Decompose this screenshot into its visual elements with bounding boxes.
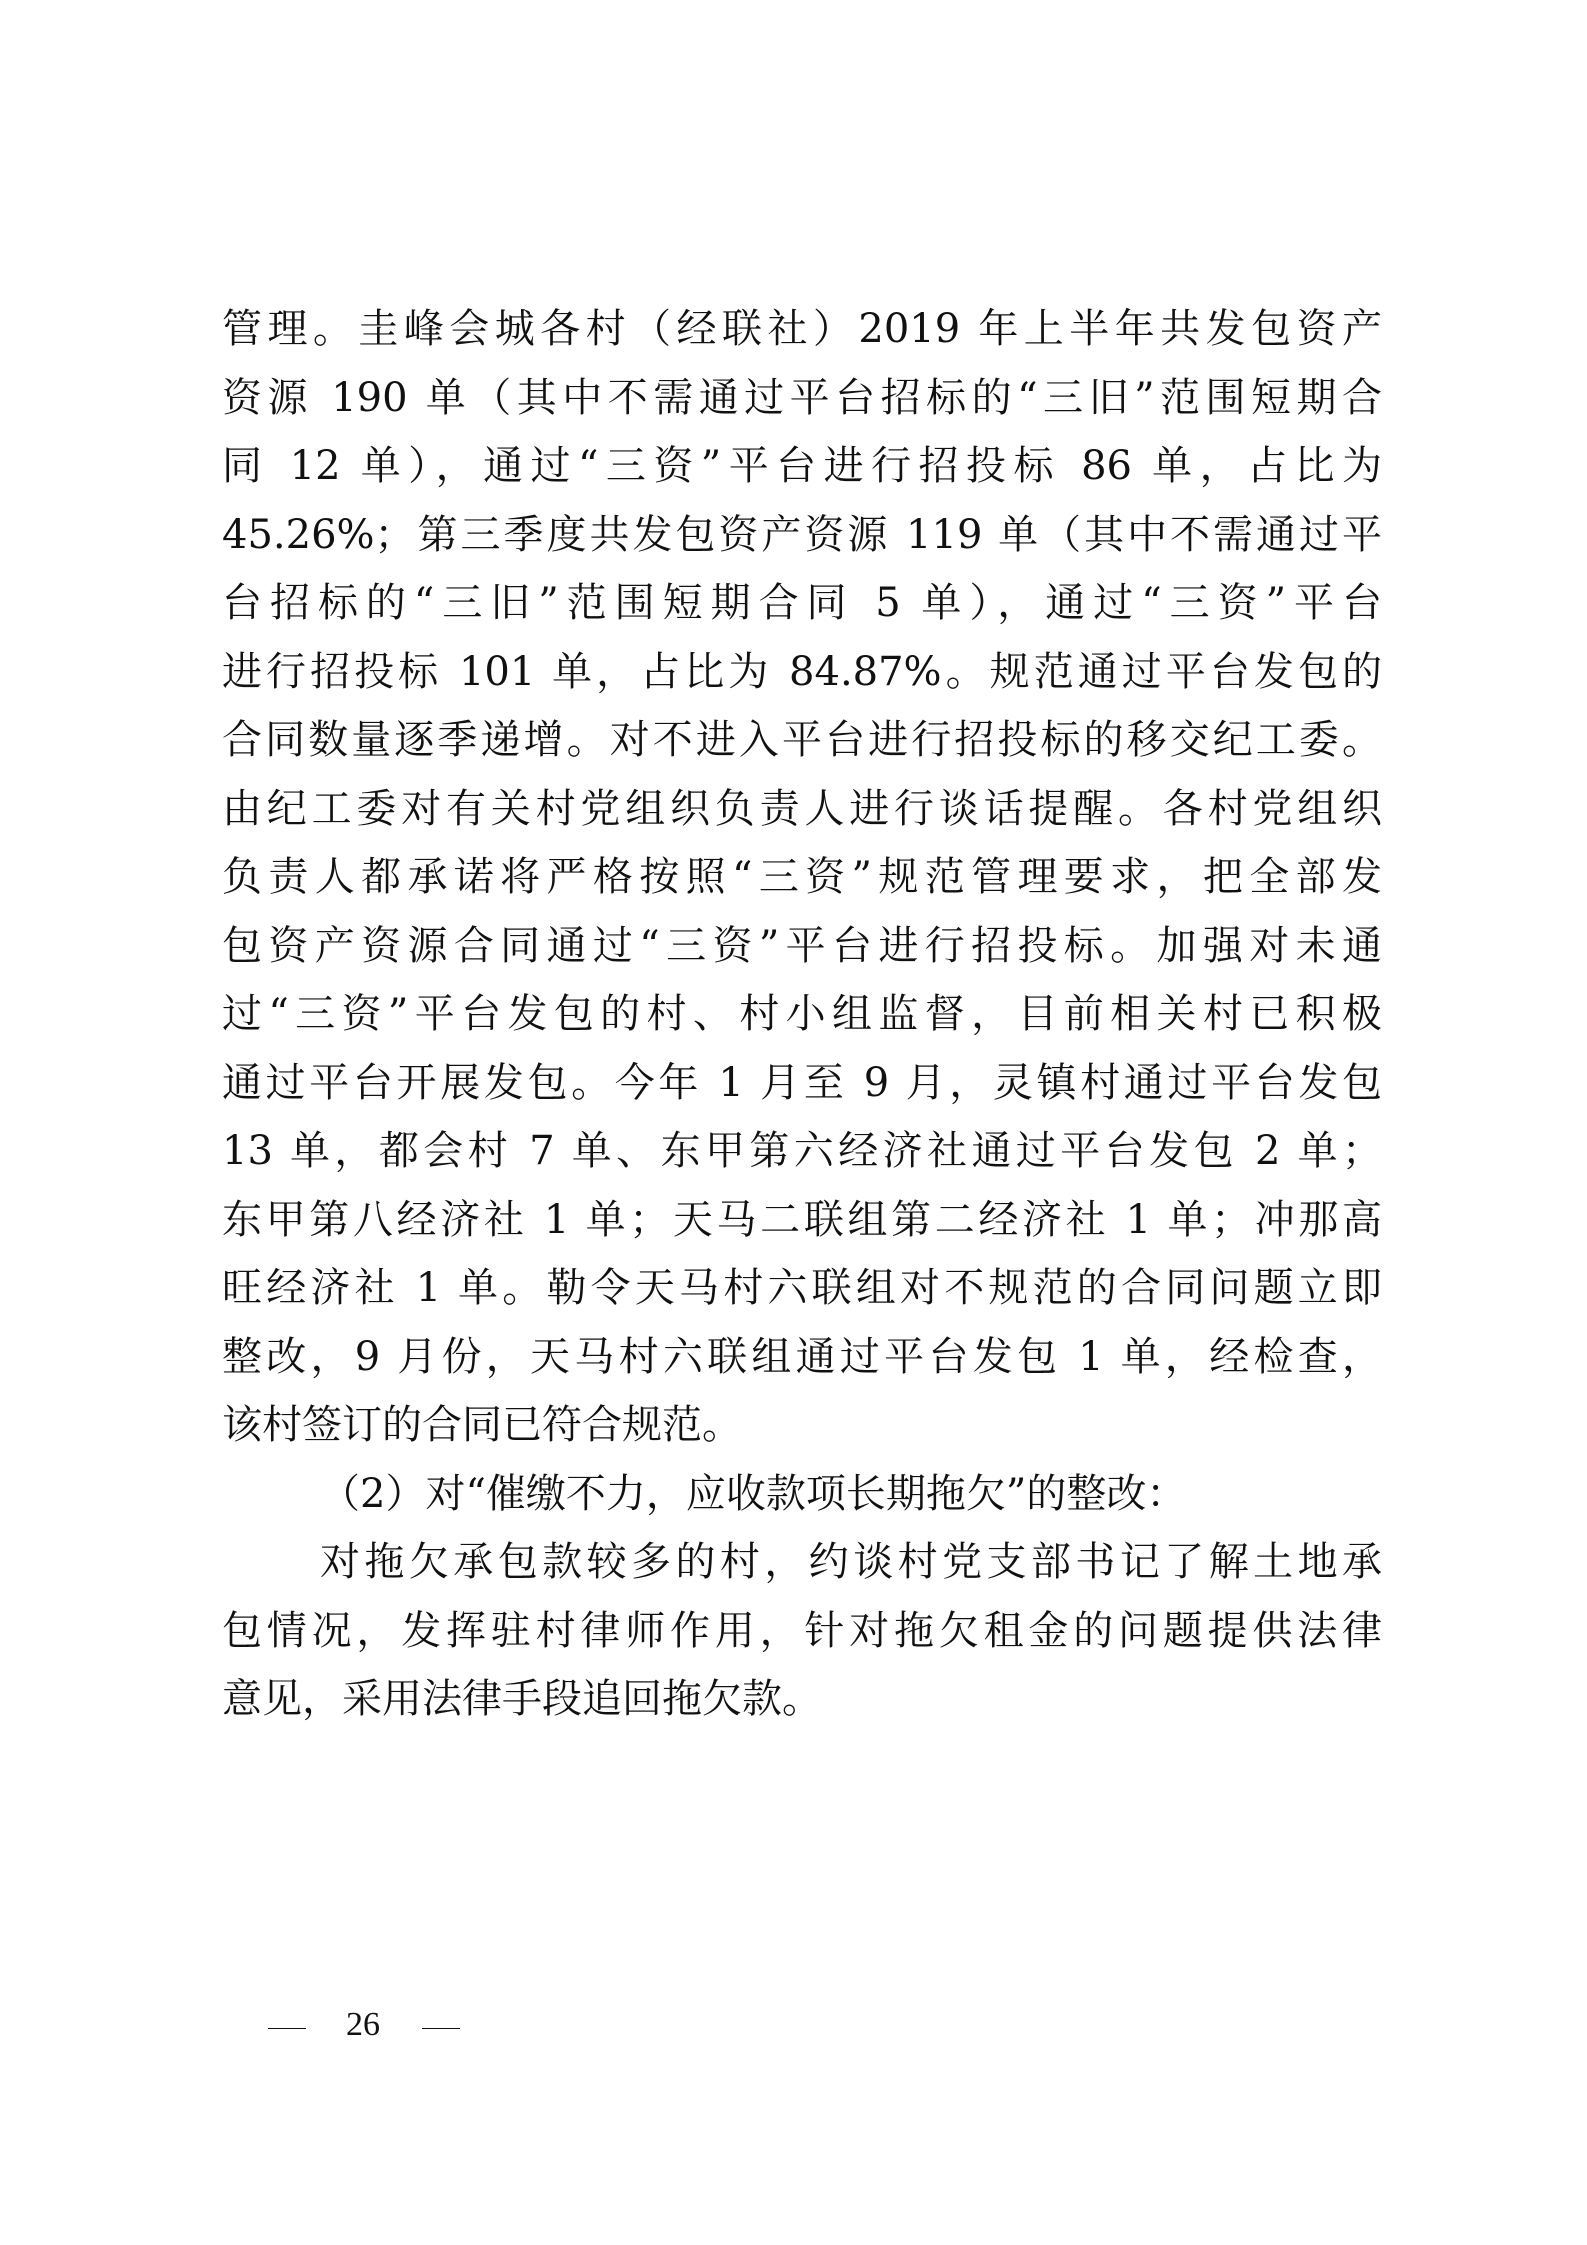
paragraph-line: 管理。圭峰会城各村（经联社）2019 年上半年共发包资产	[222, 306, 1382, 352]
paragraph-line: 对拖欠承包款较多的村，约谈村党支部书记了解土地承	[320, 1539, 1382, 1585]
footer-dash-right	[422, 2028, 460, 2029]
paragraph-line: 同 12 单），通过“三资”平台进行招投标 86 单，占比为	[222, 443, 1382, 489]
paragraph-line: 负责人都承诺将严格按照“三资”规范管理要求，把全部发	[222, 854, 1382, 900]
paragraph-line: 该村签订的合同已符合规范。	[222, 1402, 742, 1448]
page-number: 26	[346, 2006, 380, 2043]
paragraph-line: 旺经济社 1 单。勒令天马村六联组对不规范的合同问题立即	[222, 1265, 1382, 1311]
footer-dash-left	[268, 2028, 306, 2029]
paragraph-line: 资源 190 单（其中不需通过平台招标的“三旧”范围短期合	[222, 374, 1382, 421]
paragraph-line: 台招标的“三旧”范围短期合同 5 单），通过“三资”平台	[222, 580, 1382, 626]
paragraph-line: 进行招投标 101 单，占比为 84.87%。规范通过平台发包的	[222, 648, 1382, 695]
paragraph-line: 45.26%；第三季度共发包资产资源 119 单（其中不需通过平	[222, 511, 1382, 558]
paragraph-line: 由纪工委对有关村党组织负责人进行谈话提醒。各村党组织	[222, 785, 1382, 832]
paragraph-line: 13 单，都会村 7 单、东甲第六经济社通过平台发包 2 单；	[222, 1128, 1382, 1174]
page-footer	[268, 2005, 460, 2045]
paragraph-line: 通过平台开展发包。今年 1 月至 9 月，灵镇村通过平台发包	[222, 1059, 1382, 1106]
paragraph-line: 整改，9 月份，天马村六联组通过平台发包 1 单，经检查，	[222, 1333, 1382, 1380]
paragraph-line: 包情况，发挥驻村律师作用，针对拖欠租金的问题提供法律	[222, 1607, 1382, 1654]
paragraph-line: 东甲第八经济社 1 单；天马二联组第二经济社 1 单；冲那高	[222, 1196, 1382, 1243]
paragraph-line: 包资产资源合同通过“三资”平台进行招投标。加强对未通	[222, 922, 1382, 969]
paragraph-line: 过“三资”平台发包的村、村小组监督，目前相关村已积极	[222, 991, 1382, 1037]
paragraph-line: 意见，采用法律手段追回拖欠款。	[222, 1676, 822, 1722]
section-heading: （2）对“催缴不力，应收款项长期拖欠”的整改：	[320, 1470, 1187, 1517]
paragraph-line: 合同数量逐季递增。对不进入平台进行招投标的移交纪工委。	[222, 717, 1382, 763]
body-text	[222, 295, 1382, 1734]
